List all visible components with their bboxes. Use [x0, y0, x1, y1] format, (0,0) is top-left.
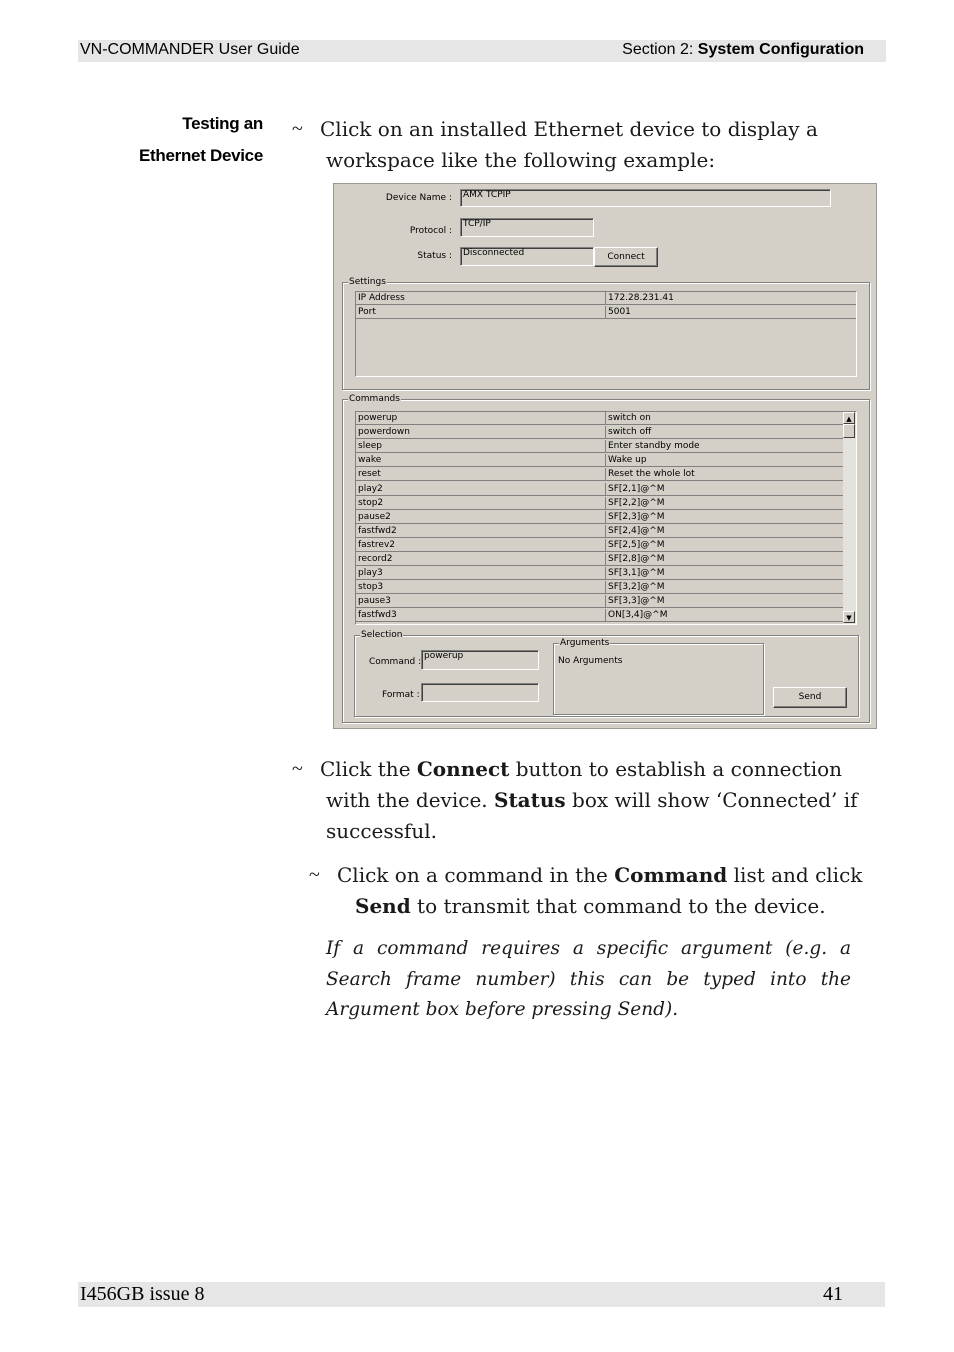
command-term: Command	[614, 863, 728, 887]
page-header	[78, 40, 886, 62]
command-name: stop2	[356, 497, 606, 510]
command-value: SF[2,5]@^M	[606, 539, 843, 552]
command-value: Reset the whole lot	[606, 468, 843, 481]
command-row[interactable]	[356, 412, 843, 426]
bullet-2-text: button to establish a connection	[509, 757, 843, 781]
margin-heading-line1: Testing an	[182, 114, 263, 133]
bullet-2-line3: successful.	[326, 819, 437, 843]
command-row[interactable]	[356, 539, 843, 553]
argument-note: If a command requires a specific argument (e.g. a Search frame number) this can be typed into the Argument box before pressing Send).	[326, 938, 851, 1020]
command-name: powerdown	[356, 426, 606, 439]
bullet-1	[292, 114, 852, 176]
command-name: fastfwd2	[356, 525, 606, 538]
command-row[interactable]	[356, 483, 843, 497]
send-term: Send	[355, 894, 411, 918]
send-button[interactable]: Send	[773, 687, 847, 708]
bullet-3-text: to transmit that command to the device.	[410, 894, 826, 918]
command-row[interactable]	[356, 567, 843, 581]
command-value: SF[2,8]@^M	[606, 553, 843, 566]
page-number: 41	[823, 1283, 843, 1305]
format-label: Format :	[382, 690, 420, 700]
commands-scrollbar[interactable]	[843, 412, 856, 624]
command-row[interactable]	[356, 595, 843, 609]
settings-grid	[355, 291, 857, 377]
command-name: play2	[356, 483, 606, 496]
status-field[interactable]: Disconnected	[460, 247, 594, 266]
command-name: reset	[356, 468, 606, 481]
bullet-2-line1	[292, 754, 862, 785]
bullet-3-text: list and click	[727, 863, 863, 887]
command-value: SF[3,2]@^M	[606, 581, 843, 594]
document-issue: I456GB issue 8	[80, 1283, 205, 1305]
status-term: Status	[494, 788, 566, 812]
settings-group-title: Settings	[349, 277, 386, 287]
bullet-2-text: with the device.	[326, 788, 494, 812]
commands-group-title: Commands	[349, 394, 400, 404]
page-footer	[78, 1282, 885, 1307]
command-row[interactable]	[356, 609, 843, 623]
command-value: Enter standby mode	[606, 440, 843, 453]
commands-group	[342, 394, 870, 723]
command-value: SF[2,1]@^M	[606, 483, 843, 496]
command-row[interactable]	[356, 553, 843, 567]
header-section-name: System Configuration	[697, 41, 864, 58]
command-name: sleep	[356, 440, 606, 453]
protocol-label: Protocol :	[409, 226, 452, 236]
command-value: SF[2,3]@^M	[606, 511, 843, 524]
margin-heading	[100, 108, 263, 172]
settings-row[interactable]	[356, 292, 856, 306]
command-value: SF[2,2]@^M	[606, 497, 843, 510]
scroll-thumb[interactable]	[843, 424, 855, 438]
command-name: fastfwd3	[356, 609, 606, 622]
header-section-prefix: Section 2:	[622, 41, 698, 58]
command-value: switch off	[606, 426, 843, 439]
header-section	[622, 41, 864, 59]
command-row[interactable]	[356, 511, 843, 525]
command-name: fastrev2	[356, 539, 606, 552]
settings-row-name: Port	[356, 306, 606, 319]
command-row[interactable]	[356, 440, 843, 454]
command-name: pause2	[356, 511, 606, 524]
arguments-group-title: Arguments	[560, 638, 610, 648]
command-value: SF[3,1]@^M	[606, 567, 843, 580]
bullet-2-text: Click the	[320, 757, 417, 781]
commands-grid[interactable]	[355, 411, 857, 625]
command-row[interactable]	[356, 454, 843, 468]
command-name: powerup	[356, 412, 606, 425]
scroll-up-icon[interactable]: ▲	[843, 412, 855, 424]
command-label: Command :	[369, 657, 422, 667]
command-row[interactable]	[356, 468, 843, 482]
settings-row-value: 172.28.231.41	[606, 292, 856, 305]
bullet-2	[292, 754, 862, 847]
bullet-2-text: box will show ‘Connected’ if	[565, 788, 858, 812]
command-value: ON[3,4]@^M	[606, 609, 843, 622]
tilde-bullet-icon: ~	[292, 758, 303, 780]
workspace-screenshot	[333, 183, 877, 729]
selection-group	[354, 630, 859, 717]
connect-term: Connect	[416, 757, 510, 781]
command-row[interactable]	[356, 426, 843, 440]
command-value: SF[2,4]@^M	[606, 525, 843, 538]
status-label: Status :	[417, 251, 452, 261]
command-value: switch on	[606, 412, 843, 425]
command-field[interactable]: powerup	[421, 650, 539, 670]
connect-button[interactable]: Connect	[594, 247, 658, 267]
format-field[interactable]	[421, 683, 539, 702]
header-title: VN-COMMANDER User Guide	[80, 41, 300, 58]
bullet-1-line1: Click on an installed Ethernet device to display a	[320, 117, 818, 141]
margin-heading-line2: Ethernet Device	[139, 146, 263, 165]
command-name: stop3	[356, 581, 606, 594]
bullet-2-line2	[292, 785, 862, 816]
bullet-3	[309, 860, 869, 922]
tilde-bullet-icon: ~	[309, 864, 320, 886]
bullet-3-line1	[309, 860, 869, 891]
bullet-3-line2	[309, 891, 869, 922]
settings-row-name: IP Address	[356, 292, 606, 305]
bullet-1-line2: workspace like the following example:	[326, 148, 716, 172]
scroll-down-icon[interactable]: ▼	[843, 611, 855, 623]
command-name: play3	[356, 567, 606, 580]
settings-row[interactable]	[356, 306, 856, 320]
command-value: Wake up	[606, 454, 843, 467]
command-row[interactable]	[356, 497, 843, 511]
settings-row-value: 5001	[606, 306, 856, 319]
device-name-field[interactable]: AMX TCPIP	[460, 189, 831, 207]
arguments-value: No Arguments	[558, 656, 623, 666]
command-row[interactable]	[356, 581, 843, 595]
bullet-3-text: Click on a command in the	[337, 863, 615, 887]
device-name-label: Device Name :	[385, 193, 452, 203]
command-row[interactable]	[356, 525, 843, 539]
tilde-bullet-icon: ~	[292, 118, 303, 140]
protocol-field[interactable]: TCP/IP	[460, 218, 594, 237]
command-name: wake	[356, 454, 606, 467]
command-name: record2	[356, 553, 606, 566]
command-value: SF[3,3]@^M	[606, 595, 843, 608]
selection-group-title: Selection	[361, 630, 403, 640]
settings-group	[342, 277, 870, 390]
command-name: pause3	[356, 595, 606, 608]
arguments-group	[553, 638, 764, 715]
